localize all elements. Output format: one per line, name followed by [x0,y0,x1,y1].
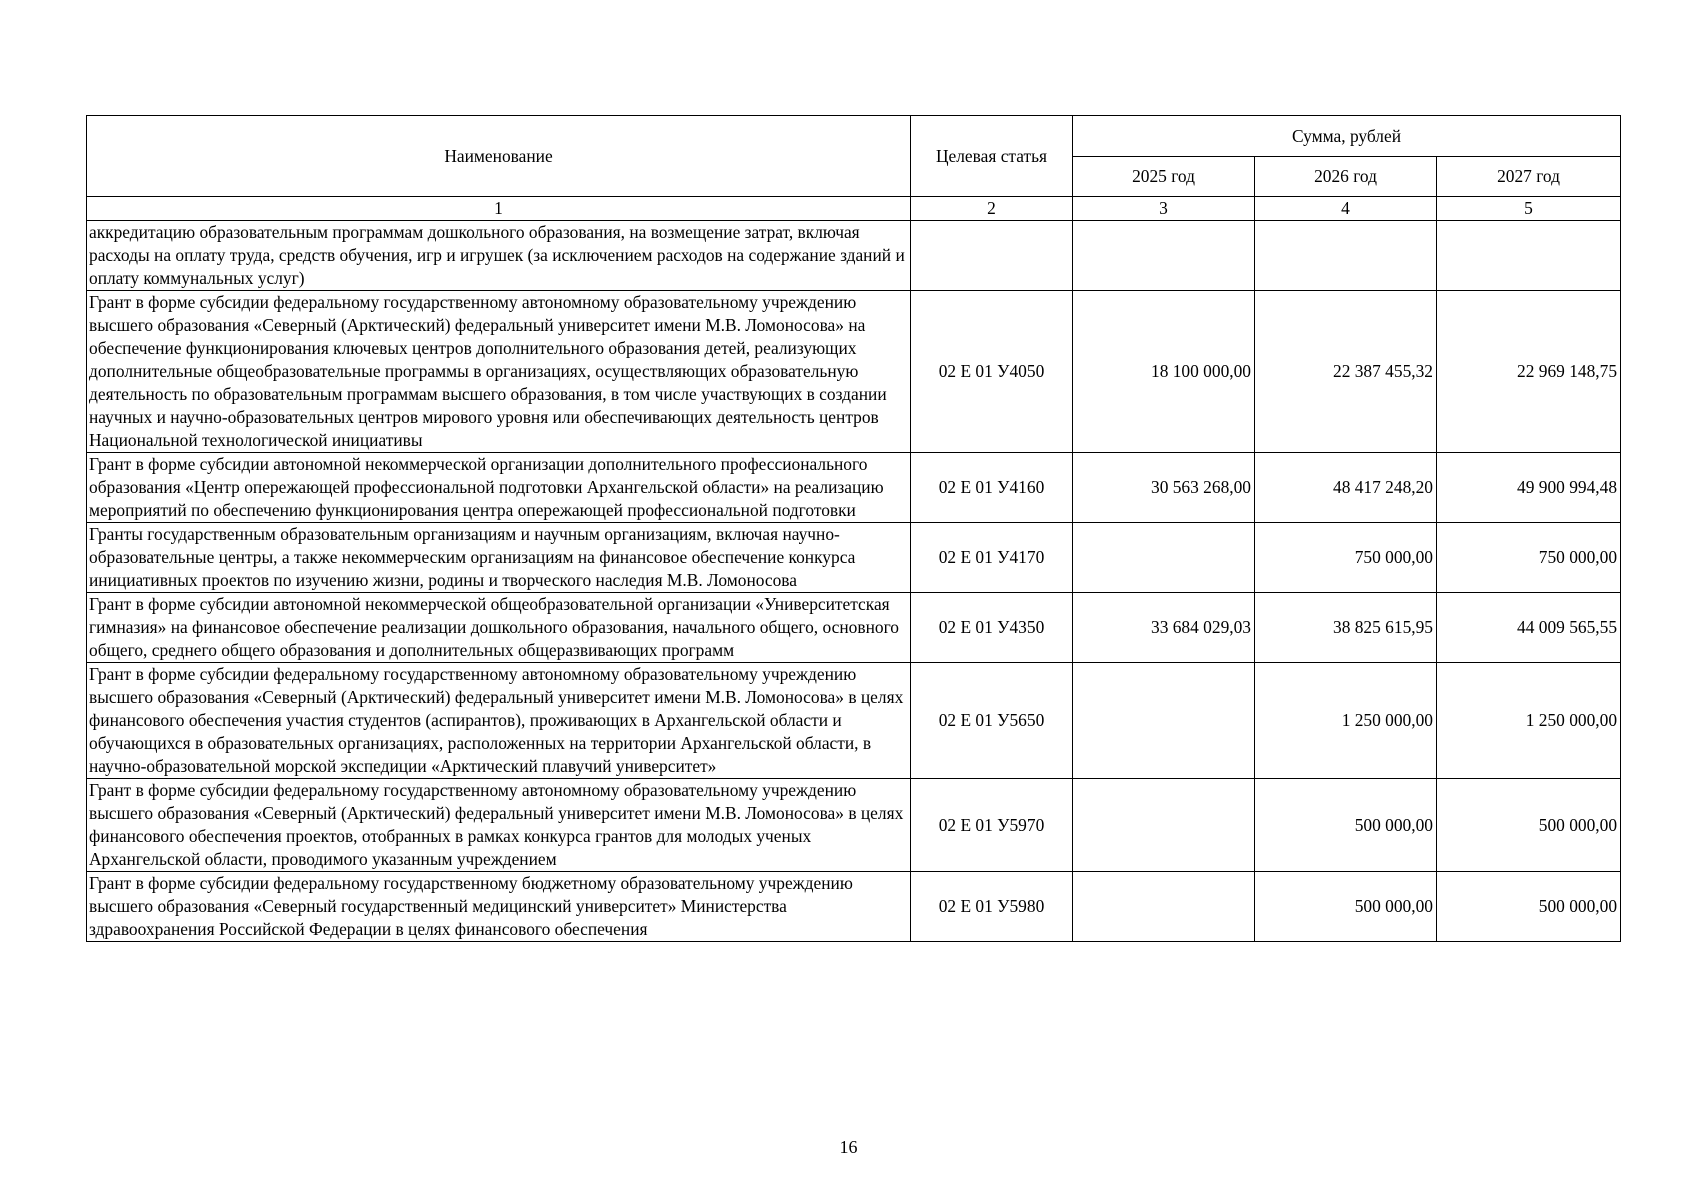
table-row [87,291,1621,453]
row-amount-2026: 22 387 455,32 [1255,291,1437,453]
header-year-2026: 2026 год [1255,157,1437,197]
header-year-2025: 2025 год [1073,157,1255,197]
row-amount-2025 [1073,779,1255,872]
row-code: 02 Е 01 У5970 [911,779,1073,872]
table-row [87,523,1621,593]
row-amount-2026: 750 000,00 [1255,523,1437,593]
row-amount-2025 [1073,872,1255,942]
row-code: 02 Е 01 У4350 [911,593,1073,663]
header-year-2027: 2027 год [1437,157,1621,197]
table-row [87,779,1621,872]
row-name: Грант в форме субсидии автономной некоммерческой организации дополнительного профессионального образования «Центр опережающей профессиональной подготовки Архангельской области» на реализацию мероприятий по обеспечению функционирования центра опережающей профессиональной подготовки [87,453,911,523]
row-amount-2025: 18 100 000,00 [1073,291,1255,453]
row-name: Грант в форме субсидии федеральному государственному бюджетному образовательному учреждению высшего образования «Северный государственный медицинский университет» Министерства здравоохранения Российской Федерации в целях финансового обеспечения [87,872,911,942]
row-amount-2026: 38 825 615,95 [1255,593,1437,663]
table-row [87,593,1621,663]
row-code [911,221,1073,291]
row-name: аккредитацию образовательным программам дошкольного образования, на возмещение затрат, включая расходы на оплату труда, средств обучения, игр и игрушек (за исключением расходов на содержание зданий и оплату коммунальных услуг) [87,221,911,291]
row-amount-2025 [1073,523,1255,593]
header-name: Наименование [87,116,911,197]
column-number: 4 [1255,197,1437,221]
row-amount-2027: 22 969 148,75 [1437,291,1621,453]
row-code: 02 Е 01 У4160 [911,453,1073,523]
table-row [87,221,1621,291]
row-amount-2025 [1073,221,1255,291]
column-number: 3 [1073,197,1255,221]
row-name: Грант в форме субсидии федеральному государственному автономному образовательному учреждению высшего образования «Северный (Арктический) федеральный университет имени М.В. Ломоносова» в целях финансового обеспечения проектов, отобранных в рамках конкурса грантов для молодых ученых Архангельской области, проводимого указанным учреждением [87,779,911,872]
table-row [87,663,1621,779]
column-number: 5 [1437,197,1621,221]
row-name: Грант в форме субсидии федеральному государственному автономному образовательному учреждению высшего образования «Северный (Арктический) федеральный университет имени М.В. Ломоносова» в целях финансового обеспечения участия студентов (аспирантов), проживающих в Архангельской области и обучающихся в образовательных организациях, расположенных на территории Архангельской области, в научно-образовательной морской экспедиции «Арктический плавучий университет» [87,663,911,779]
table-row [87,453,1621,523]
row-amount-2025: 33 684 029,03 [1073,593,1255,663]
row-code: 02 Е 01 У4050 [911,291,1073,453]
row-amount-2027 [1437,221,1621,291]
row-amount-2027: 44 009 565,55 [1437,593,1621,663]
row-amount-2026: 48 417 248,20 [1255,453,1437,523]
row-amount-2027: 1 250 000,00 [1437,663,1621,779]
page-number: 16 [839,1137,858,1157]
row-name: Гранты государственным образовательным организациям и научным организациям, включая научно-образовательные центры, а также некоммерческим организациям на финансовое обеспечение конкурса инициативных проектов по изучению жизни, родины и творческого наследия М.В. Ломоносова [87,523,911,593]
table-row [87,872,1621,942]
row-code: 02 Е 01 У4170 [911,523,1073,593]
row-amount-2027: 500 000,00 [1437,872,1621,942]
row-amount-2027: 49 900 994,48 [1437,453,1621,523]
row-name: Грант в форме субсидии автономной некоммерческой общеобразовательной организации «Университетская гимназия» на финансовое обеспечение реализации дошкольного образования, начального общего, основного общего, среднего общего образования и дополнительных общеразвивающих программ [87,593,911,663]
header-sum: Сумма, рублей [1073,116,1621,157]
row-code: 02 Е 01 У5650 [911,663,1073,779]
row-amount-2026 [1255,221,1437,291]
budget-table [86,115,1621,942]
column-number: 1 [87,197,911,221]
column-number: 2 [911,197,1073,221]
row-amount-2027: 750 000,00 [1437,523,1621,593]
row-amount-2025: 30 563 268,00 [1073,453,1255,523]
header-code: Целевая статья [911,116,1073,197]
row-amount-2025 [1073,663,1255,779]
row-amount-2026: 500 000,00 [1255,779,1437,872]
row-amount-2026: 500 000,00 [1255,872,1437,942]
row-name: Грант в форме субсидии федеральному государственному автономному образовательному учреждению высшего образования «Северный (Арктический) федеральный университет имени М.В. Ломоносова» на обеспечение функционирования ключевых центров дополнительного образования детей, реализующих дополнительные общеобразовательные программы в организациях, осуществляющих образовательную деятельность по образовательным программам высшего образования, в том числе участвующих в создании научных и научно-образовательных центров мирового уровня или обеспечивающих деятельность центров Национальной технологической инициативы [87,291,911,453]
row-amount-2027: 500 000,00 [1437,779,1621,872]
row-amount-2026: 1 250 000,00 [1255,663,1437,779]
row-code: 02 Е 01 У5980 [911,872,1073,942]
